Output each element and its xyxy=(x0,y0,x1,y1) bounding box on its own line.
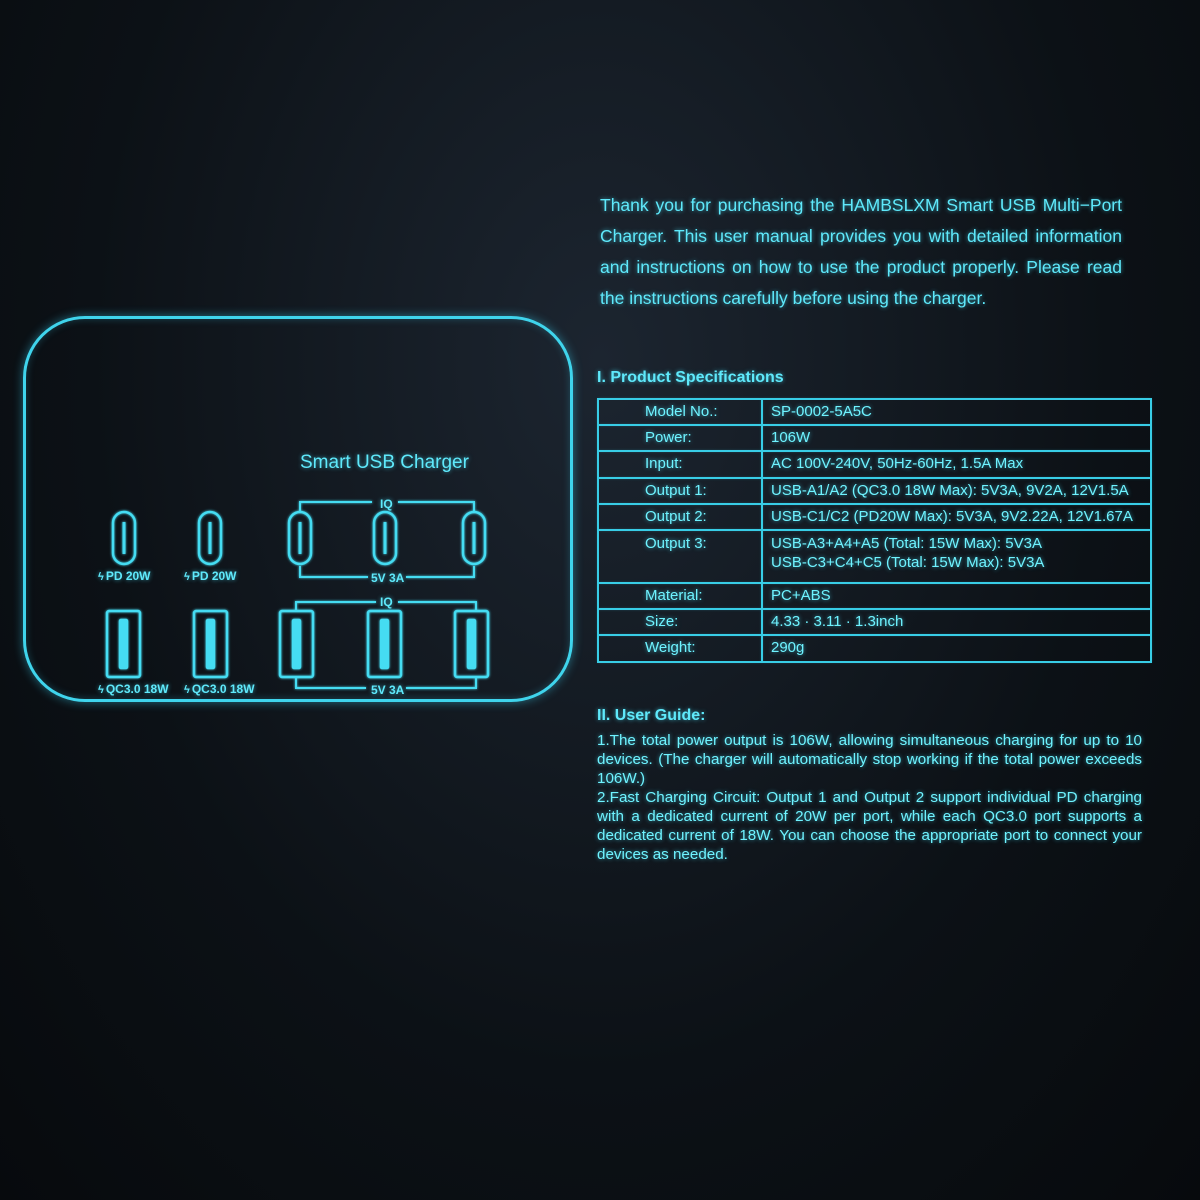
spec-key: Input: xyxy=(598,451,762,477)
table-row xyxy=(598,478,1151,504)
usb-a-port-5 xyxy=(455,611,488,677)
spec-key: Model No.: xyxy=(598,399,762,425)
usb-a-port-4 xyxy=(368,611,401,677)
spec-key: Material: xyxy=(598,583,762,609)
spec-value: SP-0002-5A5C xyxy=(762,399,1151,425)
guide-text xyxy=(597,731,1142,864)
spec-value: USB-C1/C2 (PD20W Max): 5V3A, 9V2.22A, 12V1.67A xyxy=(762,504,1151,530)
spec-key: Size: xyxy=(598,609,762,635)
spec-key: Output 3: xyxy=(598,530,762,583)
spec-value-line: USB-A3+A4+A5 (Total: 15W Max): 5V3A xyxy=(771,534,1042,552)
group-label-bottom: 5V 3A xyxy=(371,683,405,697)
iq-label-bottom: IQ xyxy=(380,595,393,609)
lightning-icon: ϟ xyxy=(98,571,104,583)
guide-paragraph-1: 1.The total power output is 106W, allowing simultaneous charging for up to 10 devices. (The charger will automatically stop working if the total power exceeds 106W.) xyxy=(597,732,1142,787)
table-row xyxy=(598,609,1151,635)
usb-c-port-5 xyxy=(463,512,485,564)
table-row xyxy=(598,425,1151,451)
spec-key: Output 1: xyxy=(598,478,762,504)
guide-section-title: II. User Guide: xyxy=(597,707,706,724)
usb-a-port-3 xyxy=(280,611,313,677)
usb-c-port-3 xyxy=(289,512,311,564)
table-row xyxy=(598,583,1151,609)
spec-value: AC 100V-240V, 50Hz-60Hz, 1.5A Max xyxy=(762,451,1151,477)
usb-c-port-1 xyxy=(113,512,135,564)
spec-section-title: I. Product Specifications xyxy=(597,369,784,386)
spec-value xyxy=(762,530,1151,583)
charger-title: Smart USB Charger xyxy=(300,452,469,473)
qc-port-2-label: ϟ QC3.0 18W xyxy=(184,682,255,696)
iq-label-top: IQ xyxy=(380,497,393,511)
spec-value: 106W xyxy=(762,425,1151,451)
spec-value: USB-A1/A2 (QC3.0 18W Max): 5V3A, 9V2A, 12V1.5A xyxy=(762,478,1151,504)
spec-key: Power: xyxy=(598,425,762,451)
spec-value: 290g xyxy=(762,635,1151,661)
table-row xyxy=(598,504,1151,530)
lightning-icon: ϟ xyxy=(98,684,104,696)
spec-value: PC+ABS xyxy=(762,583,1151,609)
spec-table xyxy=(597,398,1152,663)
lightning-icon: ϟ xyxy=(184,684,190,696)
usb-a-port-2 xyxy=(194,611,227,677)
table-row xyxy=(598,530,1151,583)
table-row xyxy=(598,399,1151,425)
lightning-icon: ϟ xyxy=(184,571,190,583)
spec-key: Output 2: xyxy=(598,504,762,530)
usb-c-port-4 xyxy=(374,512,396,564)
spec-value: 4.33 · 3.11 · 1.3inch xyxy=(762,609,1151,635)
group-label-top: 5V 3A xyxy=(371,571,405,585)
qc-port-1-label: ϟ QC3.0 18W xyxy=(98,682,169,696)
usb-a-port-1 xyxy=(107,611,140,677)
table-row xyxy=(598,635,1151,661)
usb-c-port-2 xyxy=(199,512,221,564)
pd-port-1-label: ϟ PD 20W xyxy=(98,569,151,583)
guide-paragraph-2: 2.Fast Charging Circuit: Output 1 and Output 2 support individual PD charging with a dedicated current of 20W per port, while each QC3.0 port supports a dedicated current of 18W. You can choose the appropriate port to connect your devices as needed. xyxy=(597,789,1142,863)
spec-key: Weight: xyxy=(598,635,762,661)
intro-paragraph: Thank you for purchasing the HAMBSLXM Smart USB Multi−Port Charger. This user manual provides you with detailed information and instructions on how to use the product properly. Please read the instructions carefully before using the charger. xyxy=(600,195,1122,308)
table-row xyxy=(598,451,1151,477)
spec-value-line: USB-C3+C4+C5 (Total: 15W Max): 5V3A xyxy=(771,553,1045,571)
pd-port-2-label: ϟ PD 20W xyxy=(184,569,237,583)
